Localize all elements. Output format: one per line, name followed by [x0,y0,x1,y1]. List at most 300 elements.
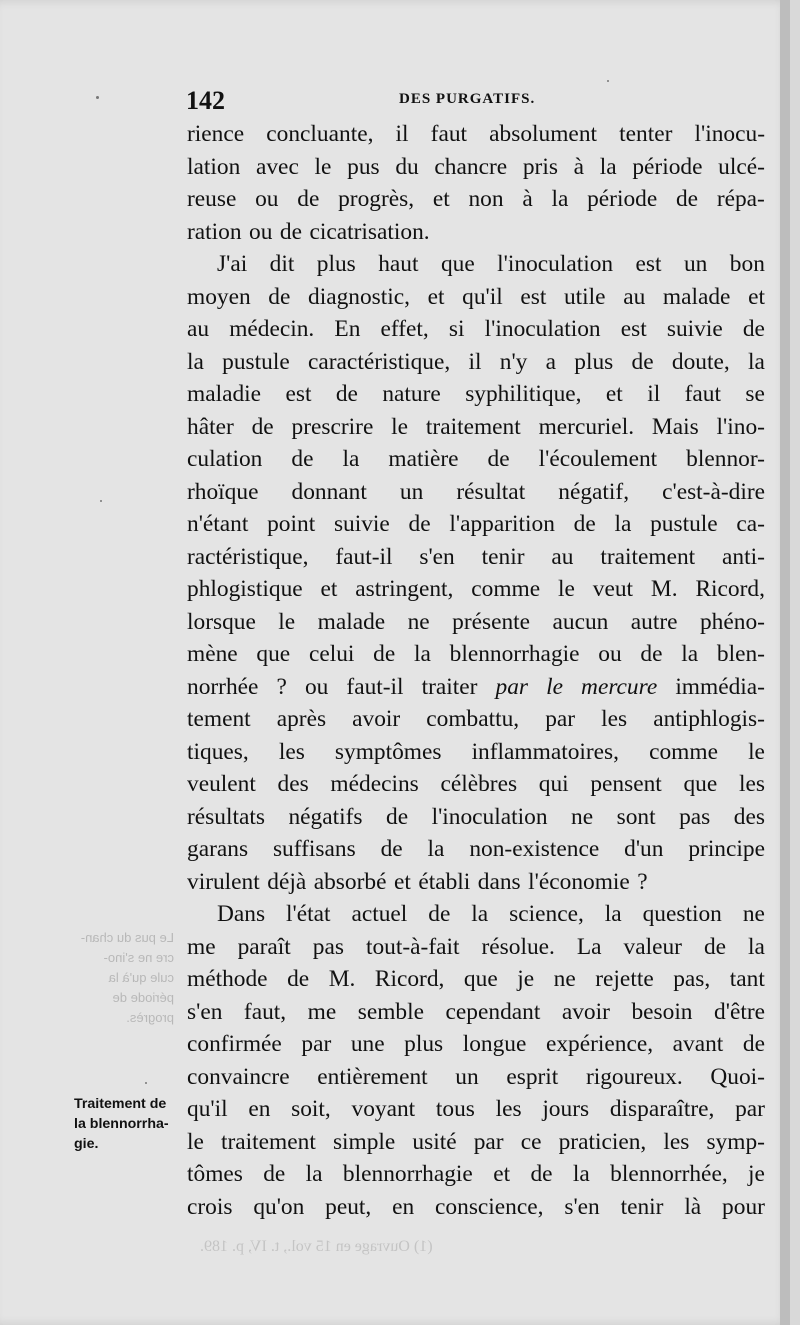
word: la [599,153,617,180]
word: praticien, [558,1128,647,1155]
word: faut, [243,998,287,1025]
text-line [187,378,765,411]
word: pus [347,153,380,180]
word: à [522,186,533,212]
page-number: 142 [186,86,225,115]
word: comme [649,738,718,765]
word: ? [276,673,287,700]
paper-speck [100,500,102,502]
word: période [632,153,703,180]
word: J'ai [217,251,248,277]
word: de [742,316,765,342]
word: veut [592,576,634,602]
word: faut-il [335,543,393,570]
word: avec [255,153,299,180]
word: lation [187,153,241,180]
word: de [335,381,358,407]
word: ulcé- [718,153,765,180]
word: culation [187,446,263,472]
word: je [748,1161,765,1187]
word: les [663,1128,690,1155]
word: l'apparition [449,511,555,537]
text-line [187,1126,765,1159]
word: immédia- [675,673,765,700]
word: pustule [222,348,290,375]
word: les [495,1096,522,1122]
word: Dans [217,901,266,927]
word: M. [650,576,678,602]
word: est [520,283,547,310]
word: conscience, [435,1193,544,1220]
word: malade [662,283,731,310]
word: l'écoulement [538,446,658,472]
text-line [187,898,765,931]
word: l'ino- [716,413,765,440]
word: ne [407,608,430,635]
word: de [573,511,596,537]
word: par [301,1031,332,1057]
word: il [647,381,661,407]
word: dit [269,251,295,277]
word: nature [382,381,441,407]
word: convaincre [187,1063,290,1090]
word: et [320,576,338,602]
word: si [448,316,465,342]
word: combattu, [426,706,520,732]
word: ou [249,218,273,245]
word: de [380,836,403,862]
word: plus [574,348,614,375]
word: de [386,803,409,830]
word: et [493,1161,511,1187]
word: lorsque [187,608,256,635]
word: caractéristique, [308,348,451,375]
word: besoin [631,998,693,1025]
word: comme [471,576,541,602]
word: que [256,641,291,667]
word: les [738,771,765,797]
text-line [187,801,765,834]
word: le [546,673,563,700]
word: de [268,283,291,310]
word: suffisans [272,836,356,862]
word: ca- [736,511,765,537]
word: prescrire [291,413,374,440]
word: s'en [419,543,455,570]
word: bon [729,251,765,277]
word: négatifs [288,803,363,830]
text-line [187,996,765,1029]
word: et [605,381,623,407]
word: question [642,901,722,927]
word: la [614,511,632,537]
word: je [517,966,535,992]
word: une [350,1031,385,1057]
word: le [391,413,409,440]
word: pas [679,803,711,830]
word: pris [522,153,558,180]
word: a [545,348,557,375]
word: n'étant [187,511,249,537]
word: que [440,251,475,277]
word: de [631,348,654,375]
word: celui [308,641,355,667]
text-line [187,833,765,866]
word: ce [520,1128,542,1155]
word: ration [187,218,242,245]
word: la [747,348,765,375]
paper-speck [145,1082,147,1084]
word: en [248,1096,271,1122]
word: Mais [651,413,699,440]
word: le [187,1128,204,1155]
word: crois [187,1193,233,1220]
word: La [576,933,602,960]
word: de [675,186,699,212]
word: de [279,218,302,245]
word: de [742,1031,765,1057]
word: rejette [595,966,654,992]
word: présente [452,608,531,635]
word: d'un [624,836,664,862]
word: Quoi- [710,1063,765,1090]
word: qu'il [462,283,503,310]
word: faut [430,121,468,147]
word: à [573,153,585,180]
word: résultat [456,478,526,505]
word: longue [462,1031,527,1057]
word: semble [357,998,425,1025]
word: moyen [187,283,251,310]
word: qui [538,771,569,797]
margin-note-line: gie. [74,1136,99,1152]
word: haut [378,251,419,277]
text-line [187,1191,765,1224]
text-line [187,1158,765,1191]
word: par [545,706,576,732]
word: blennorrhée, [610,1161,728,1187]
word: du [395,153,419,180]
word: traitement [221,1128,316,1155]
text-line [187,1093,765,1126]
word: et [432,186,450,212]
word: traitement [600,543,696,570]
text-line [187,151,765,184]
word: la [604,901,622,927]
word: de [287,966,310,992]
word: la [413,641,431,667]
word: de [408,511,431,537]
word: suivie [333,511,390,537]
word: pensent [590,771,662,797]
word: donnant [291,478,367,505]
word: l'inoculation [431,803,548,830]
word: virulent [187,868,260,895]
word: de [263,1161,286,1187]
text-line [187,411,765,444]
word: pas [312,933,344,960]
word: aucun [552,608,609,635]
page-edge [780,0,790,1325]
margin-note-line: Traitement de [74,1096,167,1112]
word: c'est-à-dire [662,478,765,505]
word: se [745,381,765,407]
word: M. [328,966,356,992]
word: négatif, [558,478,630,505]
word: plus [316,251,356,277]
word: blennorrhagie [342,1161,473,1187]
word: symptômes [334,738,442,765]
word: maladie [187,381,262,407]
word: avant [672,1031,724,1057]
text-line [187,703,765,736]
word: la [305,1161,323,1187]
word: méthode [187,966,268,992]
word: résolue. [481,933,555,960]
text-line [187,281,765,314]
word: la [572,1161,590,1187]
word: pustule [650,511,718,537]
word: tiques, [187,738,249,765]
word: au [551,543,574,570]
text-line [187,118,765,151]
word: sont [616,803,656,830]
word: rhoïque [187,478,259,505]
word: s'en [564,1193,600,1220]
word: non-existence [469,836,600,862]
word: la [187,348,204,375]
word: doute, [671,348,730,375]
word: concluante, [266,121,374,147]
word: me [307,998,337,1025]
text-line [187,346,765,379]
word: il [468,348,482,375]
word: la [471,901,489,927]
word: principe [688,836,765,862]
word: là [684,1193,702,1220]
word: et [748,283,765,310]
word: les [601,706,628,732]
word: des [733,803,765,830]
word: matière [388,446,459,472]
word: autre [630,608,678,635]
text-line [187,216,765,249]
word: traitement [425,413,521,440]
word: la [681,641,699,667]
word: d'être [714,998,765,1025]
word: est [620,316,647,342]
word: mercure [581,673,658,700]
text-line [187,541,765,574]
bleed-through-footnote: (1) Ouvrage en 15 vol., t. IV, p. 189. [200,1238,433,1255]
word: de [530,1161,553,1187]
word: tômes [187,1161,243,1187]
paper-speck [607,80,609,82]
word: que [683,771,718,797]
word: absolument [489,121,598,147]
word: confirmée [187,1031,282,1057]
text-line [187,866,765,899]
word: non [468,186,504,212]
word: veulent [187,771,256,797]
word: résultats [187,803,265,830]
word: ractéristique, [187,543,309,570]
word: garans [187,836,249,862]
word: antiphlogis- [653,706,765,732]
word: usité [412,1128,457,1155]
word: déjà [267,868,307,895]
text-line [187,1061,765,1094]
word: absorbé [313,868,387,895]
word: Ricord, [374,966,445,992]
text-line [187,768,765,801]
word: anti- [722,543,765,570]
word: l'inoculation [484,316,601,342]
word: expérience, [545,1031,654,1057]
word: que [463,966,498,992]
word: paraît [237,933,291,960]
word: esprit [506,1063,559,1090]
word: utile [563,283,606,310]
word: le [278,608,296,635]
text-line [187,313,765,346]
word: de [703,933,727,960]
text-line [187,443,765,476]
word: tenir [481,543,525,570]
word: de [297,186,320,212]
text-line [187,606,765,639]
text-line [187,573,765,606]
word: tout-à-fait [365,933,460,960]
word: ne [571,803,594,830]
word: soit, [291,1096,331,1122]
word: En [334,316,361,342]
word: après [276,706,327,732]
word: ou [255,186,279,212]
word: médecins [330,771,419,797]
word: ? [637,868,648,895]
word: tement [187,706,251,732]
word: un [683,251,708,277]
word: ou [598,641,622,667]
word: n'y [499,348,528,375]
word: rigoureux. [585,1063,683,1090]
word: me [187,933,216,960]
word: il [395,121,409,147]
margin-note [74,1094,184,1154]
word: avoir [561,998,610,1025]
word: s'en [187,998,223,1025]
text-line [187,963,765,996]
word: tant [729,966,765,992]
word: rience [187,121,245,147]
word: et [427,283,445,310]
word: l'inoculation [497,251,614,277]
text-line [187,736,765,769]
text-line [187,248,765,281]
word: le [314,153,332,180]
word: de [291,446,314,472]
word: cependant [445,998,541,1025]
word: entièrement [317,1063,428,1090]
word: au [623,283,646,310]
word: qu'il [187,1096,228,1122]
text-line [187,508,765,541]
word: ne [553,966,576,992]
word: et [393,868,411,895]
word: mercuriel. [538,413,635,440]
word: qu'on [253,1193,305,1220]
word: la [551,186,569,212]
word: suivie [666,316,723,342]
word: ne [742,901,765,927]
word: reuse [187,186,237,212]
word: Ricord, [695,576,765,602]
word: avoir [352,706,401,732]
word: syphilitique, [465,381,582,407]
text-line [187,476,765,509]
word: symp- [706,1128,765,1155]
word: norrhée [187,673,259,700]
word: de [487,446,510,472]
word: un [399,478,424,505]
word: de [428,901,451,927]
word: disparaître, [609,1096,715,1122]
word: de [251,413,274,440]
word: chancre [434,153,508,180]
paper-speck [96,96,99,99]
word: par [735,1096,765,1122]
word: pas, [673,966,711,992]
text-line [187,183,765,216]
word: science, [509,901,584,927]
word: progrès, [338,186,415,212]
word: inflammatoires, [471,738,620,765]
word: par [495,673,529,700]
word: actuel [351,901,408,927]
word: astringent, [355,576,454,602]
word: pour [722,1193,765,1220]
word: de [640,641,663,667]
word: peut, [325,1193,372,1220]
text-line [187,931,765,964]
bleed-through-text: Le pus du chan- cre ne s'ino- cule qu'à la période de progrès. [80,930,174,1025]
word: des [277,771,309,797]
word: jours [542,1096,590,1122]
word: mène [187,641,238,667]
word: simple [332,1128,396,1155]
word: l'inocu- [694,121,765,147]
word: célèbres [440,771,518,797]
page-header [186,80,746,120]
word: le [748,738,765,765]
word: les [278,738,305,765]
word: malade [317,608,386,635]
word: blennor- [686,446,765,472]
word: point [267,511,316,537]
word: blennorrhagie [449,641,580,667]
word: établi [418,868,471,895]
word: de [373,641,396,667]
word: voyant [351,1096,416,1122]
word: l'état [286,901,331,927]
text-line [187,638,765,671]
word: est [635,251,662,277]
word: période [587,186,658,212]
margin-note-line: la blennorrha- [74,1116,169,1132]
running-head: DES PURGATIFS. [399,91,536,107]
word: médecin. [229,316,315,342]
